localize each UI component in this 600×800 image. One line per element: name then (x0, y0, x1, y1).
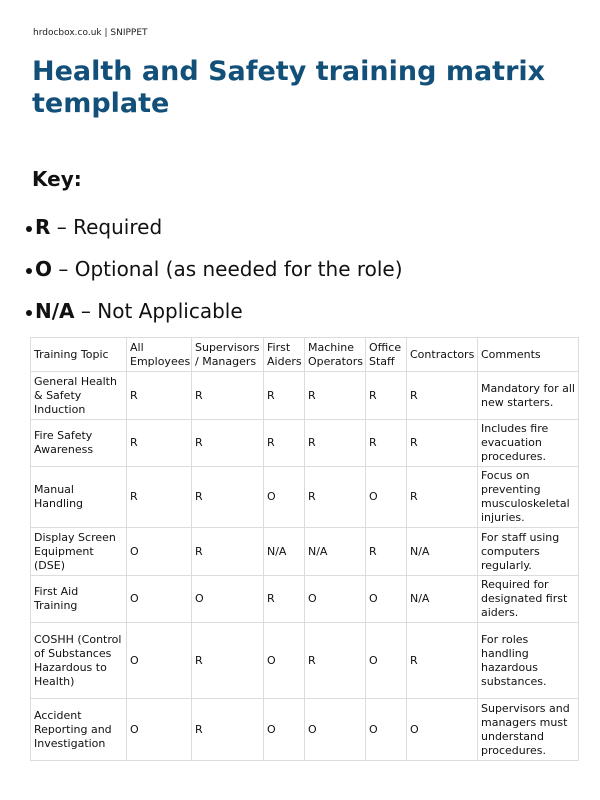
table-row (31, 528, 579, 576)
table-cell: O (192, 576, 264, 623)
table-cell: R (192, 372, 264, 420)
column-header: Supervisors / Managers (192, 338, 264, 372)
key-code: O (35, 257, 53, 281)
key-description: – Not Applicable (74, 299, 243, 323)
table-cell: Fire Safety Awareness (31, 420, 127, 467)
key-code: N/A (35, 299, 75, 323)
column-header: Training Topic (31, 338, 127, 372)
key-heading: Key: (32, 167, 82, 191)
table-cell: O (366, 699, 407, 761)
table-cell: R (127, 467, 192, 528)
page-title: Health and Safety training matrix template (32, 56, 546, 119)
table-cell: O (127, 528, 192, 576)
table-row (31, 623, 579, 699)
table-cell: R (407, 372, 478, 420)
table-cell: O (264, 467, 305, 528)
table-cell: For staff using computers regularly. (478, 528, 579, 576)
table-cell: First Aid Training (31, 576, 127, 623)
table-cell: Mandatory for all new starters. (478, 372, 579, 420)
table-cell: R (192, 623, 264, 699)
table-cell: R (192, 420, 264, 467)
table-row (31, 372, 579, 420)
table-cell: Includes fire evacuation procedures. (478, 420, 579, 467)
column-header: Office Staff (366, 338, 407, 372)
bullet-icon (26, 268, 32, 274)
table-cell: O (305, 576, 366, 623)
key-description: – Optional (as needed for the role) (52, 257, 403, 281)
table-cell: O (127, 623, 192, 699)
table-cell: O (264, 623, 305, 699)
table-cell: O (264, 699, 305, 761)
column-header: First Aiders (264, 338, 305, 372)
table-cell: Accident Reporting and Investigation (31, 699, 127, 761)
table-cell: R (366, 528, 407, 576)
table-cell: R (366, 372, 407, 420)
table-cell: Display Screen Equipment (DSE) (31, 528, 127, 576)
table-cell: N/A (407, 576, 478, 623)
table-cell: N/A (264, 528, 305, 576)
bullet-icon (26, 226, 32, 232)
key-list (26, 212, 403, 338)
table-cell: O (407, 699, 478, 761)
table-cell: R (407, 467, 478, 528)
table-cell: Focus on preventing musculoskeletal injuries. (478, 467, 579, 528)
table-row (31, 699, 579, 761)
table-cell: R (192, 467, 264, 528)
table-cell: O (366, 576, 407, 623)
table-cell: R (264, 372, 305, 420)
table-cell: COSHH (Control of Substances Hazardous to Health) (31, 623, 127, 699)
key-item-not-applicable (26, 296, 403, 338)
table-cell: N/A (407, 528, 478, 576)
key-item-optional (26, 254, 403, 296)
table-cell: R (366, 420, 407, 467)
table-cell: R (305, 623, 366, 699)
table-cell: R (407, 420, 478, 467)
source-label: hrdocbox.co.uk | SNIPPET (33, 28, 148, 38)
table-cell: R (127, 420, 192, 467)
table-row (31, 576, 579, 623)
table-cell: R (407, 623, 478, 699)
table-cell: R (264, 420, 305, 467)
table-row (31, 467, 579, 528)
table-row (31, 420, 579, 467)
table-cell: R (192, 528, 264, 576)
table-cell: R (127, 372, 192, 420)
training-matrix-table (30, 337, 579, 761)
table-cell: O (366, 467, 407, 528)
column-header: Comments (478, 338, 579, 372)
table-cell: R (305, 467, 366, 528)
key-description: – Required (50, 215, 163, 239)
key-code: R (35, 215, 51, 239)
table-cell: O (305, 699, 366, 761)
table-cell: R (305, 372, 366, 420)
key-item-required (26, 212, 403, 254)
table-cell: Manual Handling (31, 467, 127, 528)
table-header-row (31, 338, 579, 372)
table-cell: R (192, 699, 264, 761)
table-cell: For roles handling hazardous substances. (478, 623, 579, 699)
column-header: All Employees (127, 338, 192, 372)
table-cell: O (127, 699, 192, 761)
table-cell: N/A (305, 528, 366, 576)
table-cell: General Health & Safety Induction (31, 372, 127, 420)
table-cell: Required for designated first aiders. (478, 576, 579, 623)
table-cell: O (366, 623, 407, 699)
bullet-icon (26, 310, 32, 316)
column-header: Contractors (407, 338, 478, 372)
table-cell: Supervisors and managers must understand procedures. (478, 699, 579, 761)
column-header: Machine Operators (305, 338, 366, 372)
table-cell: O (127, 576, 192, 623)
table-cell: R (305, 420, 366, 467)
table-cell: R (264, 576, 305, 623)
